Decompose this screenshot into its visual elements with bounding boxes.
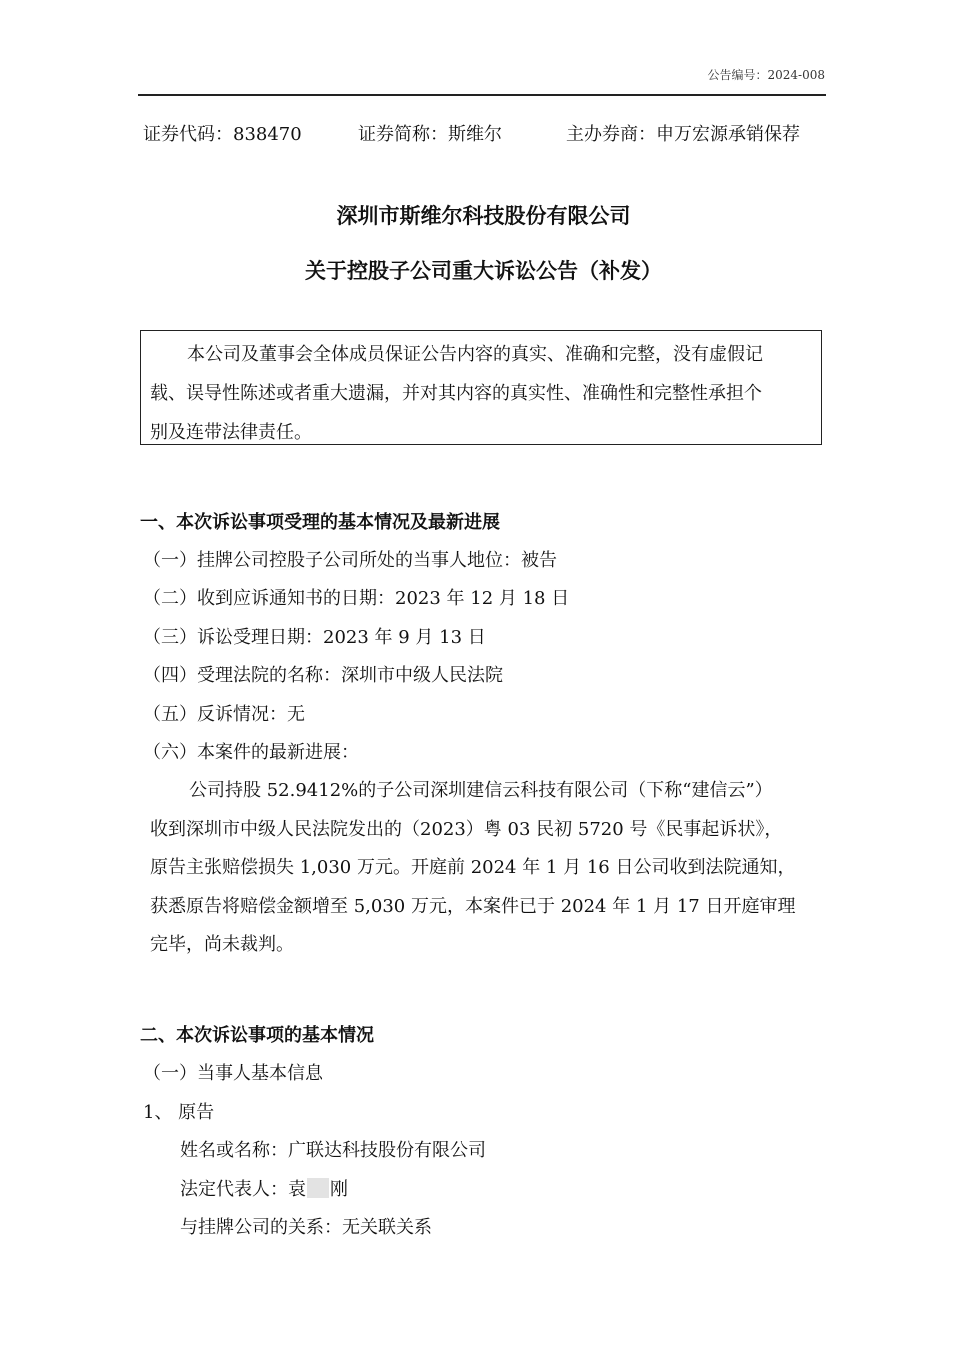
legal-representative-suffix: 刚 (330, 1179, 348, 1200)
case-item-court: （四）受理法院的名称：深圳市中级人民法院 (143, 665, 503, 686)
case-item-position: （一）挂牌公司控股子公司所处的当事人地位：被告 (143, 550, 557, 571)
security-code: 证券代码：838470 (143, 124, 302, 145)
legal-representative (180, 1175, 348, 1201)
plaintiff-name: 姓名或名称：广联达科技股份有限公司 (180, 1140, 486, 1161)
announcement-title: 关于控股子公司重大诉讼公告（补发） (305, 259, 662, 283)
case-item-notice-date: （二）收到应诉通知书的日期：2023 年 12 月 18 日 (143, 588, 570, 609)
statement-line: 别及连带法律责任。 (150, 422, 312, 443)
progress-line: 收到深圳市中级人民法院发出的（2023）粤 03 民初 5720 号《民事起诉状》， (150, 819, 783, 840)
progress-line: 完毕，尚未裁判。 (150, 934, 294, 955)
notice-number: 公告编号：2024-008 (707, 68, 825, 82)
case-item-counterclaim: （五）反诉情况：无 (143, 704, 305, 725)
section2-heading: 二、本次诉讼事项的基本情况 (140, 1025, 374, 1046)
statement-line: 本公司及董事会全体成员保证公告内容的真实、准确和完整，没有虚假记 (187, 344, 763, 365)
progress-line: 原告主张赔偿损失 1,030 万元。开庭前 2024 年 1 月 16 日公司收到法院通知， (150, 857, 796, 878)
party-info-subheading: （一）当事人基本信息 (143, 1063, 323, 1084)
section1-heading: 一、本次诉讼事项受理的基本情况及最新进展 (140, 512, 500, 533)
redaction-mask (307, 1178, 329, 1198)
case-item-progress: （六）本案件的最新进展： (143, 742, 359, 763)
legal-representative-prefix: 法定代表人：袁 (180, 1179, 306, 1200)
relationship-line: 与挂牌公司的关系：无关联关系 (180, 1217, 432, 1238)
case-item-acceptance-date: （三）诉讼受理日期：2023 年 9 月 13 日 (143, 627, 486, 648)
company-title: 深圳市斯维尔科技股份有限公司 (336, 204, 631, 228)
progress-line: 获悉原告将赔偿金额增至 5,030 万元，本案件已于 2024 年 1 月 17 日开庭审理 (150, 896, 796, 917)
sponsor-broker: 主办券商：申万宏源承销保荐 (566, 124, 800, 145)
plaintiff-label: 1、 原告 (143, 1102, 215, 1123)
security-abbreviation: 证券简称：斯维尔 (358, 124, 502, 145)
progress-line: 公司持股 52.9412%的子公司深圳建信云科技有限公司（下称“建信云”） (189, 780, 773, 801)
statement-line: 载、误导性陈述或者重大遗漏，并对其内容的真实性、准确性和完整性承担个 (150, 383, 762, 404)
header-divider (138, 94, 826, 96)
